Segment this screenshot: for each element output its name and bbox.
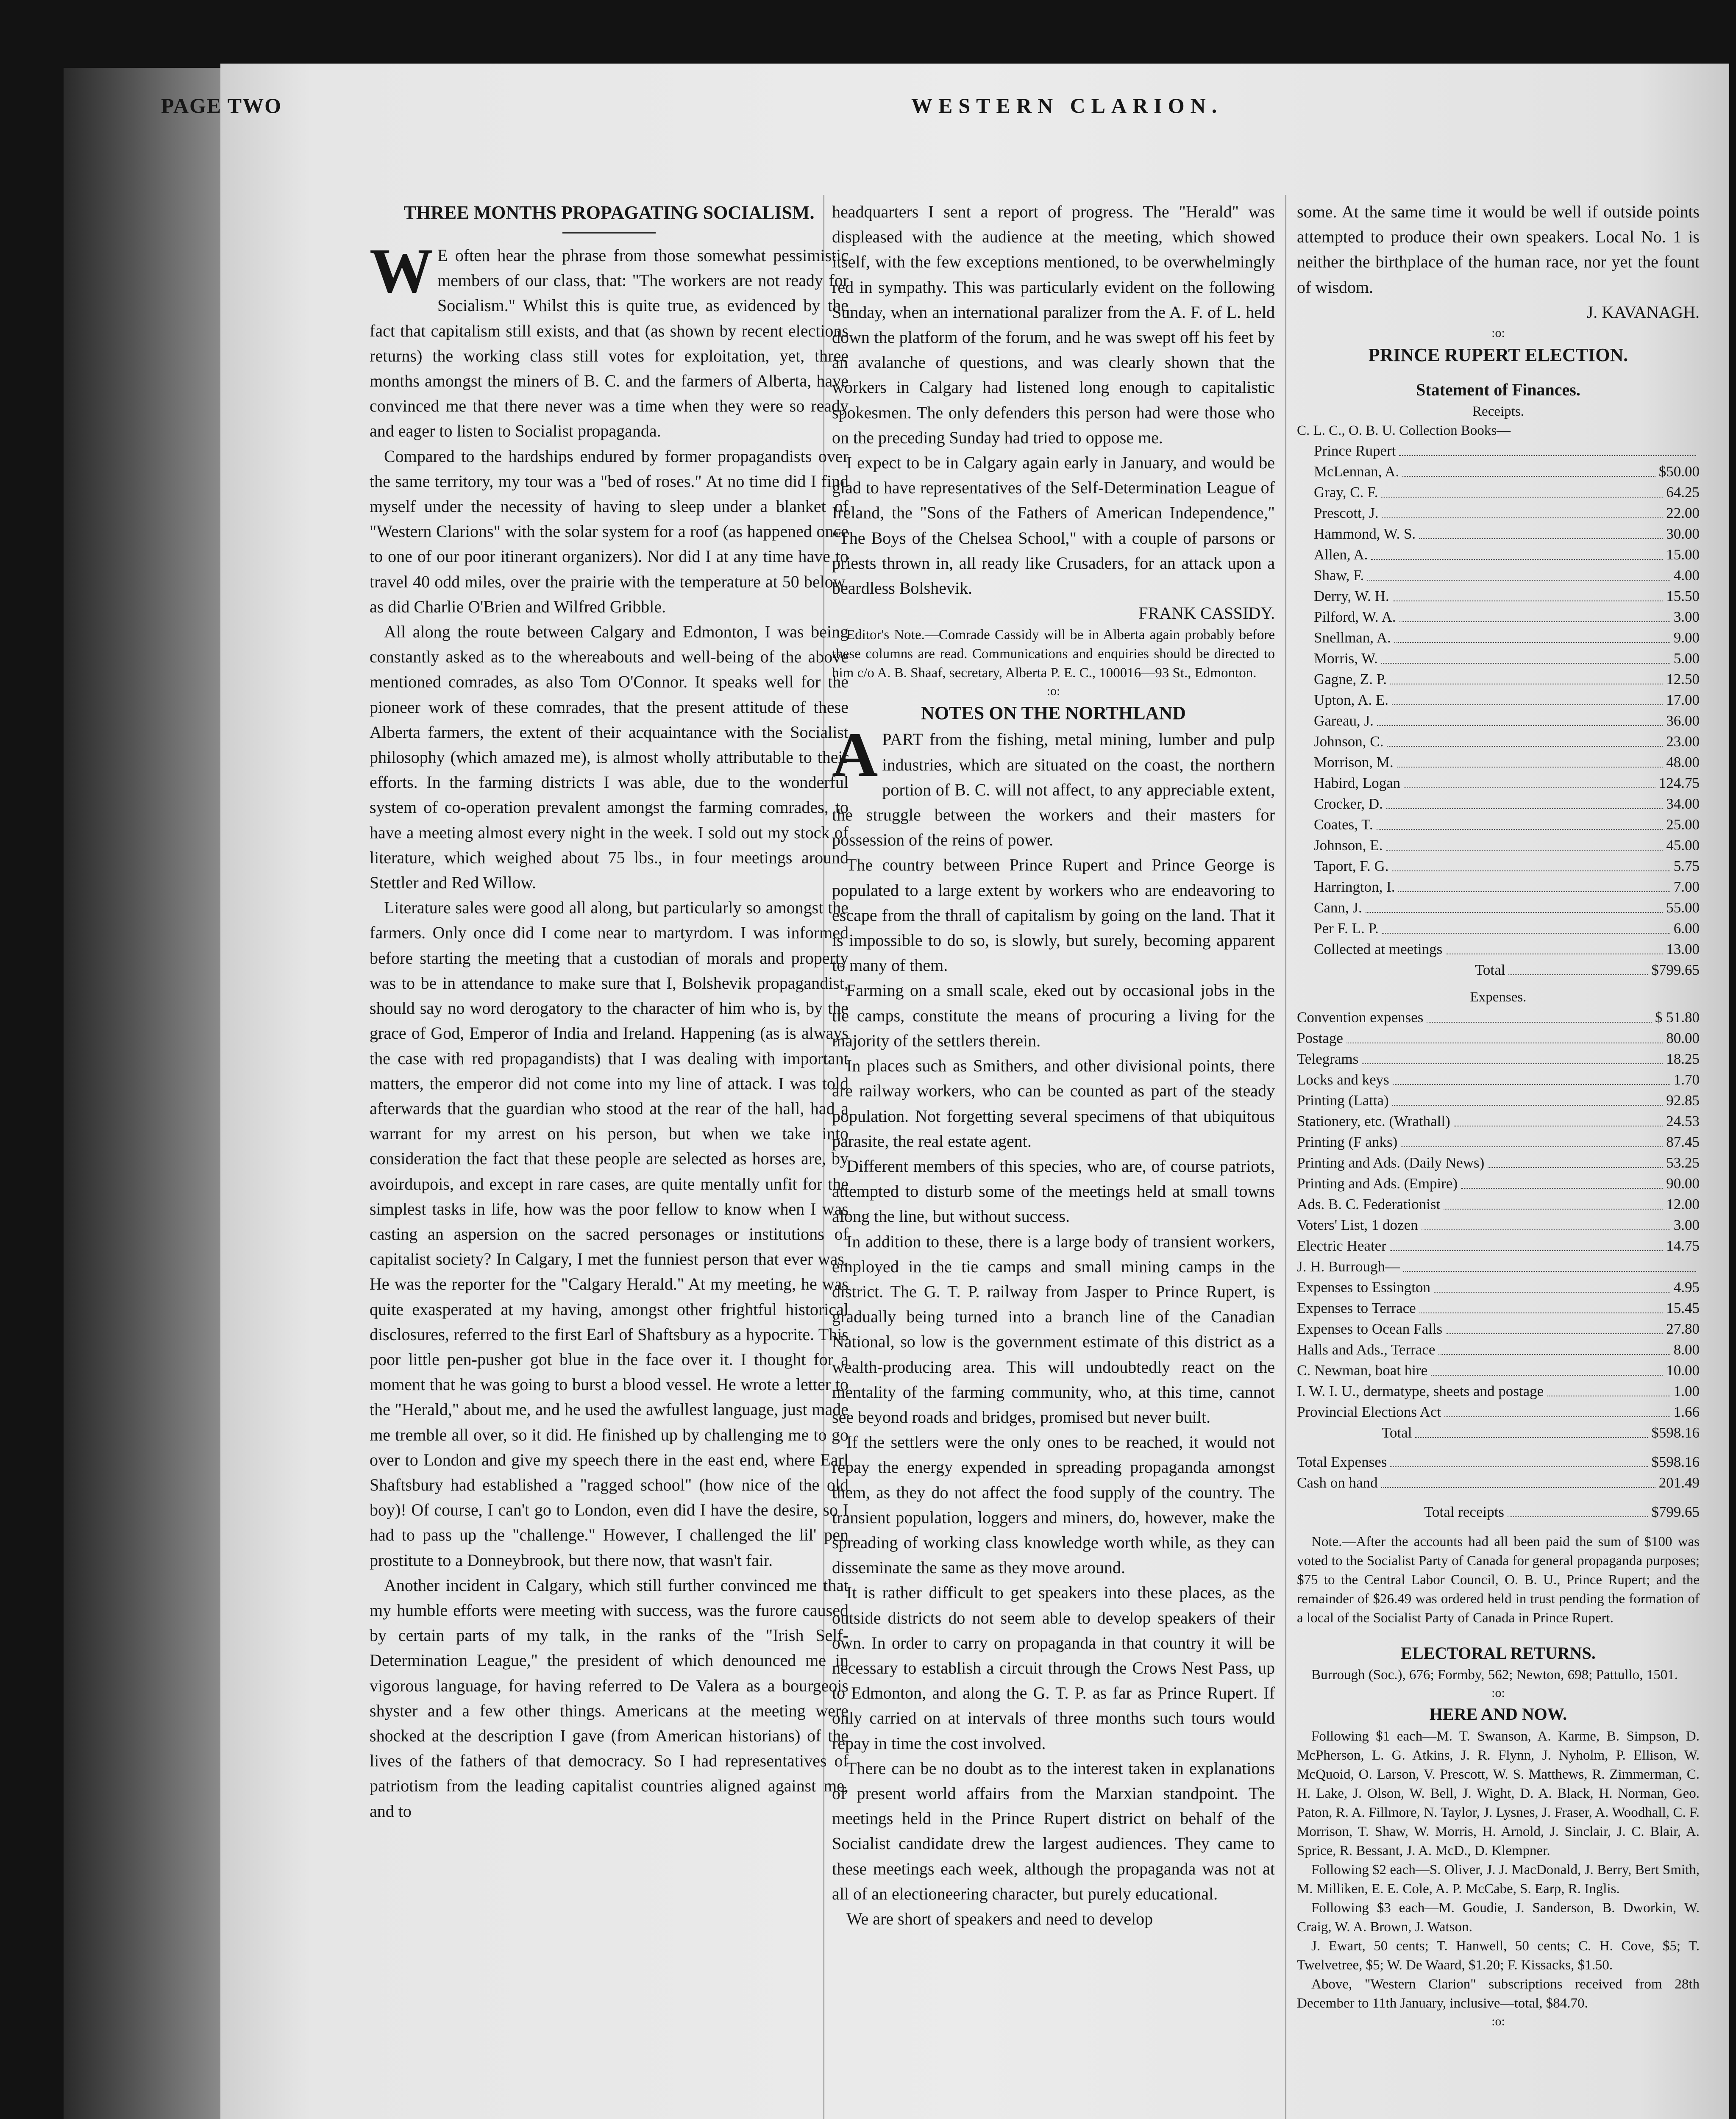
finance-row: [1297, 793, 1700, 814]
cash-row: [1297, 1472, 1700, 1493]
row-value: 23.00: [1666, 733, 1700, 750]
paragraph: In places such as Smithers, and other divisional points, there are railway workers, who can be counted as part of the steady population. Not forgetting several specimens of that ubiquitous parasite, the real estate agent.: [832, 1056, 1275, 1151]
expenses-total-row: [1297, 1422, 1700, 1443]
finance-row: [1297, 876, 1700, 897]
paragraph: Following $2 each—S. Oliver, J. J. MacDonald, J. Berry, Bert Smith, M. Milliken, E. E. Cole, A. P. McCabe, S. Earp, R. Inglis.: [1297, 1862, 1700, 1897]
row-label: Convention expenses: [1297, 1009, 1424, 1026]
row-label: Snellman, A.: [1314, 629, 1391, 646]
row-label: Locks and keys: [1297, 1071, 1389, 1088]
article-title: PRINCE RUPERT ELECTION.: [1368, 345, 1628, 366]
row-value: 15.45: [1666, 1300, 1700, 1317]
paragraph: We are short of speakers and need to develop: [846, 1909, 1153, 1928]
article-title: THREE MONTHS PROPAGATING SOCIALISM.: [403, 202, 815, 223]
collection-label: C. L. C., O. B. U. Collection Books—: [1297, 423, 1511, 439]
returns-text: Burrough (Soc.), 676; Formby, 562; Newton, 698; Pattullo, 1501.: [1311, 1667, 1678, 1683]
finance-note: Note.—After the accounts had all been paid the sum of $100 was voted to the Socialist Party of Canada for general propaganda purposes; $75 to the Central Labor Council, O. B. U., Prince Rupert; and the remainder of $26.49 was ordered held in trust pending the formation of a local of the Socialist Party of Canada in Prince Rupert.: [1297, 1534, 1700, 1626]
signature: J. KAVANAGH.: [1586, 302, 1700, 322]
paragraph: headquarters I sent a report of progress. The "Herald" was displeased with the audience at the meeting, which showed itself, with the few exceptions mentioned, to be overwhelmingly red in sympathy. This was particularly evident on the following Sunday, when an international paralizer from the A. F. of L. held down the platform of the forum, and he was swept off his feet by an avalanche of questions, and was clearly shown that the workers in Calgary had listened long enough to capitalistic spokesmen. The only defenders this person had were those who on the preceding Sunday had tried to oppose me.: [832, 202, 1275, 447]
leader-dots: [1387, 731, 1663, 747]
row-label: Printing and Ads. (Daily News): [1297, 1154, 1485, 1171]
finance-row: [1297, 1173, 1700, 1194]
row-label: Hammond, W. S.: [1314, 526, 1416, 542]
row-value: 53.25: [1666, 1154, 1700, 1171]
row-value: 27.80: [1666, 1321, 1700, 1338]
book-binding-shadow: [64, 68, 220, 2119]
total-value: $799.65: [1651, 962, 1700, 979]
leader-dots: [1399, 606, 1670, 622]
row-label: Gareau, J.: [1314, 712, 1374, 729]
finance-row: [1297, 1256, 1700, 1277]
leader-dots: [1381, 648, 1670, 664]
finance-row: [1297, 503, 1700, 523]
row-label: Ads. B. C. Federationist: [1297, 1196, 1441, 1213]
paragraph: Following $1 each—M. T. Swanson, A. Karme, B. Simpson, D. McPherson, L. G. Atkins, J. R. Flynn, J. Nyholm, P. Ellison, W. McQuoid, O. Larson, V. Prescott, W. S. Matthews, R. Zimmerman, C. H. Lake, J. Olson, W. Bell, J. Wight, D. A. Black, H. Norman, Geo. Paton, R. A. Fillmore, N. Taylor, J. Lysnes, J. Fraser, A. Woodhall, C. F. Morrison, T. Shaw, W. Morris, H. Arnold, J. Sinclair, J. C. Blair, A. Sprice, R. Bessant, J. A. McD., D. Klempner.: [1297, 1728, 1700, 1858]
leader-dots: [1393, 1069, 1670, 1085]
row-label: Morris, W.: [1314, 650, 1378, 667]
row-label: Prince Rupert: [1314, 442, 1396, 459]
row-value: 4.95: [1673, 1279, 1700, 1296]
total-receipts-row: [1297, 1502, 1700, 1522]
drop-cap: W: [370, 236, 433, 306]
row-label: Pilford, W. A.: [1314, 609, 1396, 626]
leader-dots: [1488, 1152, 1663, 1168]
row-value: 13.00: [1666, 941, 1700, 958]
paragraph: If the settlers were the only ones to be reached, it would not repay the energy expended in spreading propaganda amongst them, as they do not affect the food supply of the country. The transient population, loggers and miners, do, however, make the spreading of working class knowledge worth while, as they can disseminate the same as they move around.: [832, 1432, 1275, 1577]
row-label: Stationery, etc. (Wrathall): [1297, 1113, 1450, 1130]
finance-row: [1297, 461, 1700, 482]
drop-cap: A: [832, 720, 878, 790]
row-value: 34.00: [1666, 795, 1700, 812]
paragraph: J. Ewart, 50 cents; T. Hanwell, 50 cents; C. H. Cove, $5; T. Twelvetree, $5; W. De Waard, $1.20; F. Kissacks, $1.50.: [1297, 1938, 1700, 1973]
leader-dots: [1393, 586, 1663, 601]
paragraph: In addition to these, there is a large body of transient workers, employed in the tie camps and small mining camps in the district. The G. T. P. railway from Jasper to Prince Rupert, is gradually being turned into a branch line of the Canadian National, so low is the government estimate of this district as a wealth-producing area. This will undoubtedly react on the mentality of the farming community, who, at this time, cannot see beyond roads and bridges, promised but never built.: [832, 1232, 1275, 1427]
leader-dots: [1362, 1048, 1663, 1064]
total-label: Total: [1475, 962, 1505, 979]
paragraph: It is rather difficult to get speakers into these places, as the outside districts do not seem able to develop speakers of their own. In order to carry on propaganda in that country it will be necessary to establish a circuit through the Crows Nest Pass, up to Edmonton, and along the G. T. P. as far as Prince Rupert. If only carried on at intervals of three months such tours would repay in time the cost involved.: [832, 1583, 1275, 1753]
row-value: $799.65: [1651, 1504, 1700, 1521]
title-rule: [562, 232, 656, 234]
row-label: Johnson, E.: [1314, 837, 1383, 854]
finance-row: [1297, 1235, 1700, 1256]
row-label: Johnson, C.: [1314, 733, 1384, 750]
article-lead: [832, 720, 1275, 852]
paragraph: some. At the same time it would be well if outside points attempted to produce their own speakers. Local No. 1 is neither the birthplace of the human race, nor yet the fount of wisdom.: [1297, 202, 1700, 297]
finance-row: [1297, 752, 1700, 773]
row-value: 15.00: [1666, 546, 1700, 563]
leader-dots: [1390, 669, 1663, 684]
masthead: WESTERN CLARION.: [911, 94, 1223, 117]
paragraph: I expect to be in Calgary again early in January, and would be glad to have representatives of the Self-Determination League of Ireland, the "Sons of the Fathers of American Independence," "The Boys of the Chelsea School," with a couple of parsons or priests thrown in, all ready like Crusaders, for an attack upon a beardless Bolshevik.: [832, 453, 1275, 598]
finance-row: [1297, 856, 1700, 876]
leader-dots: [1434, 1277, 1670, 1293]
paragraph: Following $3 each—M. Goudie, J. Sanderson, B. Dworkin, W. Craig, W. A. Brown, J. Watson.: [1297, 1900, 1700, 1935]
row-label: McLennan, A.: [1314, 463, 1399, 480]
row-label: Derry, W. H.: [1314, 588, 1389, 605]
leader-dots: [1403, 1256, 1696, 1272]
here-now-heading: HERE AND NOW.: [1429, 1705, 1567, 1724]
returns-heading: ELECTORAL RETURNS.: [1401, 1643, 1596, 1663]
separator: :o:: [1491, 2014, 1505, 2028]
leader-dots: [1438, 1339, 1670, 1355]
row-value: 80.00: [1666, 1030, 1700, 1047]
finance-row: [1297, 1402, 1700, 1422]
row-label: Shaw, F.: [1314, 567, 1364, 584]
finance-row: [1297, 690, 1700, 710]
row-value: 5.75: [1673, 858, 1700, 875]
total-label: Total: [1382, 1424, 1412, 1441]
finance-row: [1297, 1277, 1700, 1298]
paragraph: Farming on a small scale, eked out by occasional jobs in the tie camps, constitute the means of procuring a living for the majority of the settlers therein.: [832, 981, 1275, 1050]
lead-text: PART from the fishing, metal mining, lumber and pulp industries, which are situated on the coast, the northern portion of B. C. will not affect, to any appreciable extent, the struggle between the workers and their masters for possession of the reins of power.: [832, 730, 1275, 850]
receipts-list: [1297, 440, 1700, 959]
leader-dots: [1454, 1111, 1663, 1126]
total-expenses-row: [1297, 1452, 1700, 1472]
leader-dots: [1366, 897, 1663, 913]
finance-row: [1297, 627, 1700, 648]
leader-dots: [1446, 939, 1663, 954]
leader-dots: [1402, 461, 1655, 477]
leader-dots: [1419, 1298, 1663, 1313]
leader-dots: [1386, 793, 1663, 809]
row-value: 17.00: [1666, 692, 1700, 709]
row-label: Habird, Logan: [1314, 775, 1401, 792]
row-value: 10.00: [1666, 1362, 1700, 1379]
row-value: $ 51.80: [1655, 1009, 1700, 1026]
row-label: Halls and Ads., Terrace: [1297, 1341, 1436, 1358]
leader-dots: [1398, 876, 1670, 892]
paragraph: All along the route between Calgary and Edmonton, I was being constantly asked as to the whereabouts and well-being of the above mentioned comrades, as also Tom O'Connor. It speaks well for the pioneer work of these comrades, that the present attitude of these Alberta farmers, the extent of their acquaintance with the Socialist philosophy (which amazed me), is almost wholly attributable to their efforts. In the farming districts I was able, due to the wonderful system of co-operation prevalent amongst the farming comrades, to have a meeting almost every night in the week. I sold out my stock of literature, which weighed about 75 lbs., in four meetings around Stettler and Red Willow.: [370, 622, 849, 893]
row-label: Cash on hand: [1297, 1474, 1378, 1491]
leader-dots: [1444, 1194, 1663, 1210]
leader-dots: [1427, 1007, 1652, 1023]
row-label: Morrison, M.: [1314, 754, 1394, 771]
row-value: 48.00: [1666, 754, 1700, 771]
row-value: 92.85: [1666, 1092, 1700, 1109]
row-label: Expenses to Essington: [1297, 1279, 1430, 1296]
finance-row: [1297, 1090, 1700, 1111]
leader-dots: [1382, 503, 1663, 518]
row-value: 7.00: [1673, 879, 1700, 895]
row-value: 1.70: [1673, 1071, 1700, 1088]
row-value: 8.00: [1673, 1341, 1700, 1358]
row-label: Total receipts: [1424, 1504, 1504, 1521]
separator: :o:: [1491, 1686, 1505, 1700]
row-label: Total Expenses: [1297, 1454, 1387, 1471]
row-label: Crocker, D.: [1314, 795, 1383, 812]
row-label: Cann, J.: [1314, 899, 1362, 916]
leader-dots: [1444, 1402, 1670, 1417]
row-value: 14.75: [1666, 1237, 1700, 1254]
finance-row: [1297, 939, 1700, 959]
row-label: Telegrams: [1297, 1051, 1359, 1068]
leader-dots: [1392, 690, 1663, 705]
row-value: 87.45: [1666, 1134, 1700, 1151]
row-label: Gray, C. F.: [1314, 484, 1378, 501]
row-value: 124.75: [1658, 775, 1700, 792]
paragraph: The country between Prince Rupert and Prince George is populated to a large extent by workers who are endeavoring to escape from the thrall of capitalism by going on the land. That it is impossible to do so, is slowly, but surely, becoming apparent to many of them.: [832, 855, 1275, 975]
leader-dots: [1419, 523, 1663, 539]
row-label: Expenses to Terrace: [1297, 1300, 1416, 1317]
finance-row: [1297, 1339, 1700, 1360]
separator: :o:: [1046, 684, 1060, 698]
row-value: 6.00: [1673, 920, 1700, 937]
row-value: 15.50: [1666, 588, 1700, 605]
receipts-total-row: [1297, 959, 1700, 980]
row-label: Taport, F. G.: [1314, 858, 1389, 875]
leader-dots: [1422, 1215, 1670, 1230]
finance-row: [1297, 773, 1700, 793]
leader-dots: [1386, 835, 1663, 851]
row-label: Coates, T.: [1314, 816, 1373, 833]
row-label: Harrington, I.: [1314, 879, 1395, 895]
total-value: $598.16: [1651, 1424, 1700, 1441]
leader-dots: [1399, 440, 1696, 456]
row-label: Printing and Ads. (Empire): [1297, 1175, 1458, 1192]
finance-row: [1297, 1381, 1700, 1402]
row-value: $50.00: [1658, 463, 1700, 480]
finance-row: [1297, 1215, 1700, 1235]
page-number: PAGE TWO: [161, 94, 282, 117]
column-three: [1297, 199, 1700, 2030]
finance-row: [1297, 835, 1700, 856]
editor-note: Editor's Note.—Comrade Cassidy will be in Alberta again probably before these columns are read. Communications and enquiries should be directed to him c/o A. B. Shaaf, secretary, Alberta P. E. C., 100016—93 St., Edmonton.: [832, 627, 1275, 681]
leader-dots: [1394, 627, 1670, 643]
row-label: Provincial Elections Act: [1297, 1404, 1441, 1421]
finance-row: [1297, 1194, 1700, 1215]
row-value: 1.66: [1673, 1404, 1700, 1421]
row-label: Voters' List, 1 dozen: [1297, 1217, 1418, 1234]
paragraph: There can be no doubt as to the interest taken in explanations of present world affairs from the Marxian standpoint. The meetings held in the Prince Rupert district on behalf of the Socialist candidate drew the largest audiences. They came to these meetings each week, although the propaganda was not at all of an electioneering character, but purely educational.: [832, 1758, 1275, 1903]
finance-row: [1297, 731, 1700, 752]
finance-row: [1297, 440, 1700, 461]
paragraph: Compared to the hardships endured by former propagandists over the same territory, my tour was a "bed of roses." At no time did I find myself under the necessity of having to sleep under a blanket of "Western Clarions" with the solar system for a roof (as happened once to one of our poor itinerant organizers). Nor did I at any time have to travel 40 odd miles, over the prairie with the temperature at 50 below, as did Charlie O'Brien and Wilfred Gribble.: [370, 446, 849, 616]
leader-dots: [1377, 814, 1663, 830]
finance-row: [1297, 523, 1700, 544]
finance-row: [1297, 897, 1700, 918]
row-value: 30.00: [1666, 526, 1700, 542]
leader-dots: [1401, 1132, 1663, 1147]
row-label: Printing (F anks): [1297, 1134, 1398, 1151]
finance-row: [1297, 918, 1700, 939]
leader-dots: [1404, 773, 1655, 788]
expenses-label: Expenses.: [1470, 990, 1527, 1005]
finance-row: [1297, 1048, 1700, 1069]
leader-dots: [1392, 856, 1670, 871]
row-label: Per F. L. P.: [1314, 920, 1379, 937]
finance-row: [1297, 1028, 1700, 1048]
row-label: Postage: [1297, 1030, 1343, 1047]
finance-row: [1297, 606, 1700, 627]
expenses-list: [1297, 1007, 1700, 1422]
row-label: Allen, A.: [1314, 546, 1368, 563]
row-value: 4.00: [1673, 567, 1700, 584]
row-value: 55.00: [1666, 899, 1700, 916]
finance-row: [1297, 1069, 1700, 1090]
row-value: 3.00: [1673, 609, 1700, 626]
leader-dots: [1461, 1173, 1663, 1189]
finance-row: [1297, 1360, 1700, 1381]
paragraph: Literature sales were good all along, but particularly so amongst the farmers. Only once did I come near to martyrdom. I was informed before starting the meeting that a custodian of morals and property was to be in attendance to make sure that I, Bolshevik propagandist, should say no word derogatory to the character of him who is, by the grace of God, Emperor of India and Ireland. Happening (as is always the case with red propagandists) that I was dealing with important matters, the emperor did not come into my line of attack. I was told afterwards that the guardian who stood at the rear of the hall, had a warrant for my arrest on his person, but when we take into consideration the fact that these people are selected as horses are, by avoirdupois, and except in rare cases, are quite mentally unfit for the simplest tasks in life, how was the poor fellow to know when I was casting an aspersion on the sacred personages or institutions of capitalist society? In Calgary, I met the funniest person that ever was. He was the reporter for the "Calgary Herald." At my meeting, he was quite exasperated at my having, amongst other frightful historical disclosures, referred to the first Earl of Shaftsbury as a hypocrite. This poor little pen-pusher got blue in the face over it. I thought for a moment that he was going to burst a blood vessel. He wrote a letter to the "Herald," about me, and he used the awfullest language, just made me tremble all over, so it did. He finished up by challenging me to go over to London and give my speech there in the east end, where Earl Shaftsbury had established a "ragged school" (how nice of the old boy)! Of course, I can't go to London, even did I have the desire, so I had to pass up the "challenge." However, I challenged the lil' pen prostitute to a Donneybrook, but there now, that wasn't fair.: [370, 898, 849, 1570]
leader-dots: [1431, 1360, 1663, 1376]
finance-row: [1297, 482, 1700, 503]
leader-dots: [1392, 1090, 1663, 1106]
finance-row: [1297, 648, 1700, 669]
row-value: 1.00: [1673, 1383, 1700, 1400]
paragraph: Above, "Western Clarion" subscriptions received from 28th December to 11th January, inclusive—total, $84.70.: [1297, 1976, 1700, 2011]
finance-row: [1297, 565, 1700, 586]
row-value: 36.00: [1666, 712, 1700, 729]
leader-dots: [1382, 918, 1670, 934]
receipts-label: Receipts.: [1472, 404, 1524, 420]
row-value: 25.00: [1666, 816, 1700, 833]
leader-dots: [1347, 1028, 1663, 1043]
row-value: 45.00: [1666, 837, 1700, 854]
leader-dots: [1367, 565, 1670, 581]
finance-row: [1297, 1132, 1700, 1152]
row-value: 64.25: [1666, 484, 1700, 501]
row-value: 3.00: [1673, 1217, 1700, 1234]
leader-dots: [1397, 752, 1663, 768]
row-label: Expenses to Ocean Falls: [1297, 1321, 1443, 1338]
row-label: C. Newman, boat hire: [1297, 1362, 1428, 1379]
row-label: Electric Heater: [1297, 1237, 1386, 1254]
separator: :o:: [1491, 326, 1505, 340]
row-value: 5.00: [1673, 650, 1700, 667]
finance-row: [1297, 1111, 1700, 1132]
row-value: 18.25: [1666, 1051, 1700, 1068]
row-label: J. H. Burrough—: [1297, 1258, 1400, 1275]
row-value: 9.00: [1673, 629, 1700, 646]
finance-row: [1297, 814, 1700, 835]
finance-row: [1297, 1152, 1700, 1173]
finance-row: [1297, 544, 1700, 565]
leader-dots: [1446, 1318, 1663, 1334]
leader-dots: [1390, 1235, 1663, 1251]
paragraph: Another incident in Calgary, which still further convinced me that my humble efforts were meeting with success, was the furore caused by certain parts of my talk, in the ranks of the "Irish Self-Determination League," the president of which denounced me in vigorous language, for having referred to De Valera as a bourgeois shyster and a few other things. Americans at the meeting were shocked at the description I gave (from American historians) of the lives of the fathers of that democracy. So I had representatives of patriotism from the leading capitalist countries aligned against me, and to: [370, 1575, 849, 1821]
page-header: [161, 81, 1666, 131]
row-label: Upton, A. E.: [1314, 692, 1388, 709]
lead-text: E often hear the phrase from those somewhat pessimistic members of our class, that: "The workers are not ready for Socialism." Whilst this is quite true, as evidenced by the fact that capitalism still exists, and that (as shown by recent elections returns) the working class still votes for exploitation, yet, three months amongst the miners of B. C. and the farmers of Alberta, have convinced me that there never was a time when they were so ready and eager to listen to Socialist propaganda.: [370, 246, 849, 441]
row-label: Printing (Latta): [1297, 1092, 1389, 1109]
row-label: Collected at meetings: [1314, 941, 1443, 958]
leader-dots: [1547, 1381, 1670, 1396]
finance-row: [1297, 669, 1700, 690]
row-label: Gagne, Z. P.: [1314, 671, 1387, 688]
leader-dots: [1371, 544, 1663, 560]
finance-row: [1297, 1298, 1700, 1318]
article-title: NOTES ON THE NORTHLAND: [921, 703, 1186, 724]
row-value: 22.00: [1666, 505, 1700, 522]
finance-row: [1297, 1007, 1700, 1028]
finance-row: [1297, 710, 1700, 731]
signature: FRANK CASSIDY.: [1138, 603, 1275, 623]
column-one: [370, 199, 849, 1824]
row-value: 12.00: [1666, 1196, 1700, 1213]
leader-dots: [1377, 710, 1663, 726]
column-divider: [1285, 195, 1286, 2119]
statement-heading: Statement of Finances.: [1416, 380, 1580, 400]
column-two: [832, 199, 1275, 1931]
leader-dots: [1381, 482, 1663, 498]
row-value: 90.00: [1666, 1175, 1700, 1192]
finance-row: [1297, 1318, 1700, 1339]
finance-row: [1297, 586, 1700, 606]
row-value: 24.53: [1666, 1113, 1700, 1130]
row-value: $598.16: [1651, 1454, 1700, 1471]
article-lead: [370, 236, 849, 444]
row-value: 201.49: [1658, 1474, 1700, 1491]
row-label: Prescott, J.: [1314, 505, 1379, 522]
row-label: I. W. I. U., dermatype, sheets and postage: [1297, 1383, 1544, 1400]
row-value: 12.50: [1666, 671, 1700, 688]
paragraph: Different members of this species, who are, of course patriots, attempted to disturb some of the meetings held at small towns along the line, but without success.: [832, 1156, 1275, 1226]
